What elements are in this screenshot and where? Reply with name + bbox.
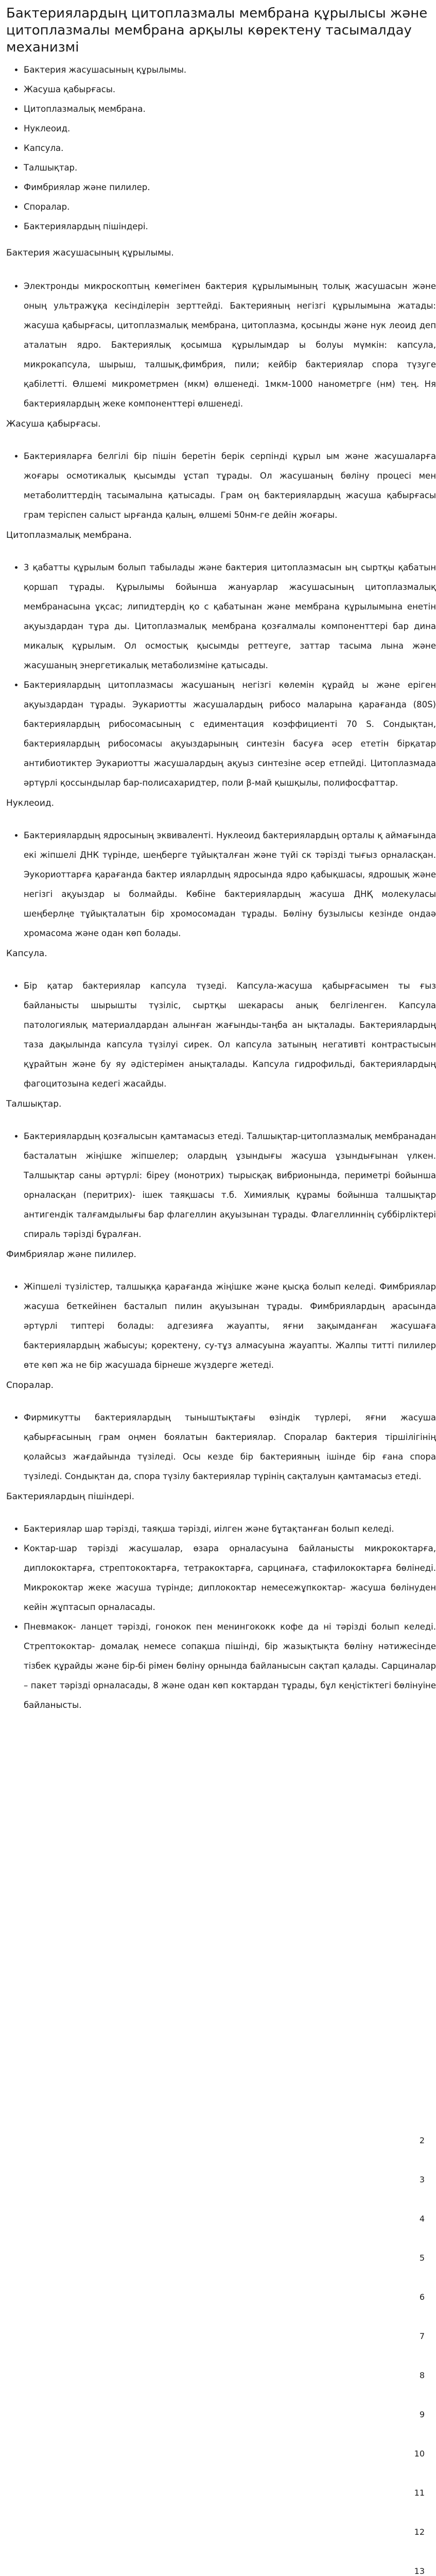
section-body-fimbriae [0,1277,436,1375]
page-number: 7 [419,2331,425,2341]
section-body-capsule [0,976,436,1094]
page-number: 6 [419,2292,425,2302]
toc-item: • Талшықтар. [24,158,436,178]
page-number: 5 [419,2253,425,2263]
page-number: 9 [419,2410,425,2419]
section-body-flagella [0,1127,436,1244]
paragraph: • Жіпшелі түзілістер, талшыққа қарағанда жіңішке және қысқа болып келеді. Фимбриялар жасуша беткейінен басталып пилин ақуызынан тұрады. Фимбриялардың арасында әртүрлі типтері болады: адгезияға жауапты, яғни зақымданған жасушаға бактериялардың жабысуы; қоректену, су-тұз алмасуына жауапты. Жалпы титті пилилер өте көп жа не бір жасушада бірнеше жүздерге жетеді. [24,1277,436,1375]
paragraph: • Бактериялар шар тәрізді, таяқша тәрізді, иілген және бұтақтанған болып келеді. [24,1519,436,1539]
toc-item: • Споралар. [24,197,436,217]
page-number: 12 [414,2527,425,2537]
toc-item: • Бактериялардың пішіндері. [24,217,436,236]
paragraph: • Коктар-шар тәрізді жасушалар, өзара орналасуына байланысты микрококтарға, диплококтарға, стрептококтарға, тетракоктарға, сарцинаға, стафилококтарға бөлінеді. Микрококтар жеке жасуша түрінде; диплококтар немесежұпкоктар- жасуша бөлінуден кейін жұптасып орналасады. [24,1539,436,1617]
section-heading-membrane: Цитоплазмалық мембрана. [6,530,132,540]
section-heading-capsule: Капсула. [6,948,47,959]
section-heading-nucleoid: Нуклеоид. [6,798,55,808]
section-heading-flagella: Талшықтар. [6,1099,62,1109]
paragraph: • Бактериялардың қозғалысын қамтамасыз етеді. Талшықтар-цитоплазмалық мембранадан басталатын жіңішке жіпшелер; олардың ұзындығы жасуша ұзындығынан үлкен. Талшықтар саны әртүрлі: біреу (монотрих) тырысқақ вибрионында, периметрі бойынша орналасқан (перитрих)- ішек таяқшасы т.б. Химиялық құрамы бойынша талшықтар антигендік талғамдылығы бар флагеллин ақуызынан тұрады. Флагеллиннің суббірліктері спираль тәрізді бұралған. [24,1127,436,1244]
toc-item: • Цитоплазмалық мембрана. [24,99,436,119]
toc-item: • Фимбриялар және пилилер. [24,178,436,197]
paragraph: • Электронды микроскоптың көмегімен бактерия құрылымының толық жасушасын және оның ультражұқа кесінділерін зерттейді. Бактерияның негізгі құрылымына жатады: жасуша қабырғасы, цитоплазмалық мембрана, цитоплазма, қосынды және нук леоид деп аталатын ядро. Бактериялық қосымша құрылымдар ы болуы мүмкін: капсула, микрокапсула, шырыш, талшық,фимбрия, пили; кейбір бактериялар спора түзуге қабілетті. Өлшемі микрометрмен (мкм) өлшенеді. 1мкм-1000 нанометрге (нм) тең. Ня бактериялардың жеке компоненттері өлшенеді. [24,277,436,414]
paragraph: • Фирмикутты бактериялардың тыныштықтағы өзіндік түрлері, яғни жасуша қабырғасының грам оңмен боялатын бактериялар. Споралар бактерия тіршілігінің қолайсыз жағдайында түзіледі. Осы кезде бір бактерияның ішінде бір ғана спора түзіледі. Сондықтан да, спора түзілу бактериялар түрінің сақталуын қамтамасыз етеді. [24,1408,436,1486]
page-number: 3 [419,2175,425,2184]
document-title: Бактериялардың цитоплазмалы мембрана құрылысы және цитоплазмалы мембрана арқылы көректену тасымалдау механизмі [6,6,428,55]
section-body-structure [0,277,436,414]
paragraph: • Бір қатар бактериялар капсула түзеді. Капсула-жасуша қабырғасымен ты ғыз байланысты шырышты түзіліс, сыртқы шекарасы анық белгіленген. Капсула патологиялық материалдардан алынған жағынды-таңба ан ықталады. Бактериялардың таза дақылында капсула түзілуі сирек. Ол капсула затының негативті контрастысын құрайтын және бу яу әдістерімен анықталады. Капсула гидрофильді, бактериялардың фагоцитозына кедегі жасайды. [24,976,436,1094]
section-body-membrane [0,558,436,793]
section-heading-cell-wall: Жасуша қабырғасы. [6,419,101,429]
page-number: 2 [419,2136,425,2145]
section-heading-structure: Бактерия жасушасының құрылымы. [6,248,174,258]
section-body-nucleoid [0,826,436,943]
page-number: 10 [414,2449,425,2459]
toc-item: • Нуклеоид. [24,119,436,139]
section-heading-spores: Споралар. [6,1380,54,1391]
toc-item: • Капсула. [24,139,436,158]
section-heading-shapes: Бактериялардың пішіндері. [6,1492,135,1502]
section-body-spores [0,1408,436,1486]
paragraph: • Бактериялардың ядросының эквиваленті. Нуклеоид бактериялардың орталы қ аймағында екі жіпшелі ДНК түрінде, шеңберге тұйықталған және түйі ск тәрізді тығыз орналасқан. Эукориоттарға қарағанда бактер ияларлдың ядросында ядро қабықшасы, ядрошық және негізгі ақуыздар ы болмайды. Көбіне бактериялардың жасуша ДНҚ молекуласы шеңберлңе тұйықталатын бір хромосомадан тұрады. Бөліну бузылысы кезінде ондаә хромасома және одан көп болады. [24,826,436,943]
page-number: 4 [419,2214,425,2224]
page-number-list [404,2133,425,2576]
page-number: 13 [414,2566,425,2576]
paragraph: • Бактерияларға белгілі бір пішін беретін берік серпінді құрыл ым және жасушаларға жоғары осмотикалық қысымды ұстап тұрады. Ол жасушаның бөліну процесі мен метаболиттердің тасымалына қатысады. Грам оң бактериялардың жасуша қабырғасы грам теріспен салыст ырғанда қалың, өлшемі 50нм-ге дейін жоғары. [24,447,436,525]
paragraph: • Пневмакок- ланцет тәрізді, гонокок пен менингококк кофе да ні тәрізді болып келеді. Стрептококтар- домалақ немесе сопақша пішінді, бір жазықтықта бөліну нәтижесінде тізбек құрайды және бір-бі рімен бөліну орнында байланысын сақтап қалады. Сарциналар – пакет тәрізді орналасады, 8 және одан көп коктардан тұрады, бұл кеңістіктегі бөлінуіне байланысты. [24,1617,436,1715]
toc-item: • Бактерия жасушасының құрылымы. [24,60,436,80]
toc-item: • Жасуша қабырғасы. [24,80,436,99]
paragraph: • 3 қабатты құрылым болып табылады және бактерия цитоплазмасын ың сыртқы қабатын қоршап тұрады. Құрылымы бойынша жануарлар жасушасының цитоплазмалық мембранасына ұқсас; липидтердің қо с қабатынан және мембрана құрылымына енетін ақуыздардан тұра ды. Цитоплазмалық мембрана қозғалмалы компоненттері бар дина микалық құрылым. Ол осмостық қысымды реттеуге, заттар тасыма лына және жасушаның энергетикалық метаболизміне қатысады. [24,558,436,675]
page-number: 11 [414,2488,425,2498]
paragraph: • Бактериялардың цитоплазмасы жасушаның негізгі көлемін құрайд ы және еріген ақуыздардан тұрады. Эукариотты жасушалардың рибосо маларына қарағанда (80S) бактериялардың рибосомасының с едиментация коэффициенті 70 S. Сондықтан, бактериялардың рибосомасы ақуыздарының синтезін басуға әсер ететін бірқатар антибиотиктер Эукариотты жасушалардың ақуыз синтезіне әсер етпейді. Цитоплазмада әртүрлі қоссындылар бар-полисахаридтер, поли β-май қышқылы, полифосфаттар. [24,675,436,793]
table-of-contents [0,60,436,236]
page-number: 8 [419,2370,425,2380]
section-heading-fimbriae: Фимбриялар және пилилер. [6,1249,136,1260]
section-body-cell-wall [0,447,436,525]
section-body-shapes [0,1519,436,1715]
